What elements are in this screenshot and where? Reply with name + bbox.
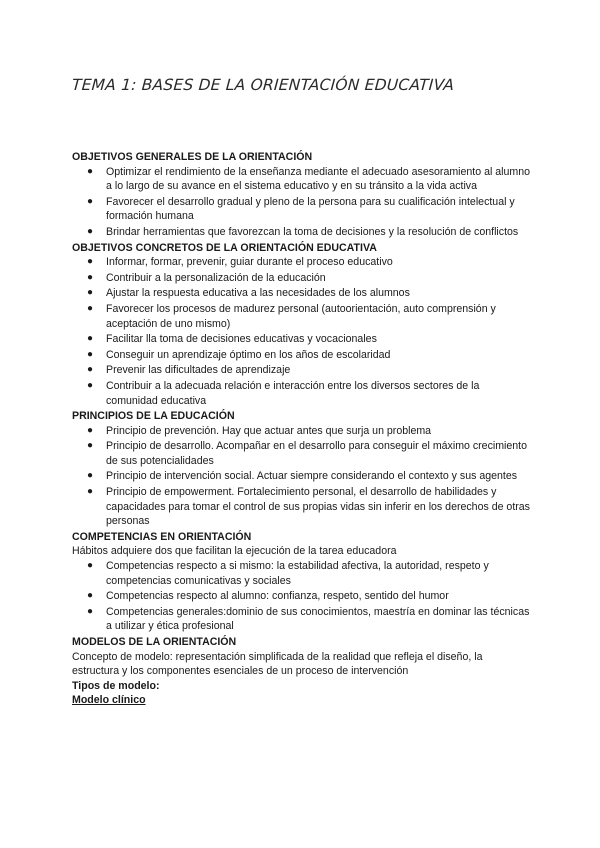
bullet-icon: ●	[87, 287, 94, 299]
bullet-icon: ●	[87, 364, 94, 376]
section-intro: Hábitos adquiere dos que facilitan la ejecución de la tarea educadora	[72, 545, 397, 558]
bullet-list	[72, 424, 532, 529]
modelo-clinico-heading: Modelo clínico	[72, 694, 146, 707]
list-item: ● Contribuir a la personalización de la educación	[87, 271, 326, 284]
bullet-icon: ●	[87, 440, 94, 452]
bullet-icon: ●	[87, 256, 94, 268]
document-title: TEMA 1: BASES DE LA ORIENTACIÓN EDUCATIVA	[71, 76, 455, 94]
bullet-list	[72, 165, 532, 240]
bullet-icon: ●	[87, 590, 94, 602]
bullet-icon: ●	[87, 348, 94, 360]
list-item: ● Competencias respecto al alumno: confianza, respeto, sentido del humor	[87, 590, 449, 603]
section-competencias	[72, 530, 532, 634]
bullet-icon: ●	[87, 302, 94, 314]
section-principios	[72, 409, 532, 529]
bullet-icon: ●	[87, 333, 94, 345]
list-item: ● Competencias respecto a si mismo: la estabilidad afectiva, la autoridad, respeto y competencias comunicativas y sociales	[87, 560, 489, 587]
bullet-icon: ●	[87, 271, 94, 283]
list-item: ● Conseguir un aprendizaje óptimo en los años de escolaridad	[87, 348, 391, 361]
bullet-icon: ●	[87, 379, 94, 391]
bullet-list	[72, 255, 532, 408]
list-item: ● Principio de intervención social. Actuar siempre considerando el contexto y sus agentes	[87, 470, 518, 483]
list-item: ● Ajustar la respuesta educativa a las necesidades de los alumnos	[87, 287, 410, 300]
bullet-icon: ●	[87, 165, 94, 177]
list-item: ● Competencias generales:dominio de sus conocimientos, maestría en dominar las técnicas a utilizar y ética profesional	[87, 605, 530, 633]
list-item: ● Principio de prevención. Hay que actuar antes que surja un problema	[87, 424, 432, 437]
bullet-icon: ●	[87, 424, 94, 436]
bullet-icon: ●	[87, 486, 94, 498]
bullet-icon: ●	[87, 560, 94, 572]
bullet-icon: ●	[87, 605, 94, 617]
section-heading: OBJETIVOS CONCRETOS DE LA ORIENTACIÓN EDUCATIVA	[72, 241, 377, 254]
list-item: ● Contribuir a la adecuada relación e interacción entre los diversos sectores de la comunidad educativa	[87, 379, 480, 407]
list-item: ● Optimizar el rendimiento de la enseñanza mediante el adecuado asesoramiento al alumno a lo largo de su avance en el sistema educativo y en su tránsito a la vida activa	[87, 165, 531, 193]
section-heading: OBJETIVOS GENERALES DE LA ORIENTACIÓN	[72, 151, 313, 163]
section-heading: PRINCIPIOS DE LA EDUCACIÓN	[72, 410, 235, 423]
section-intro: Concepto de modelo: representación simplificada de la realidad que refleja el diseño, la estructura y los componentes esenciales de un proceso de intervención	[72, 650, 483, 678]
bullet-icon: ●	[87, 195, 94, 207]
section-objetivos-generales	[72, 150, 532, 240]
list-item: ● Principio de desarrollo. Acompañar en el desarrollo para conseguir el máximo crecimiento de sus potencialidades	[87, 440, 528, 467]
list-item: ● Principio de empowerment. Fortalecimiento personal, el desarrollo de habilidades y capacidades para tomar el control de sus propias vidas sin inferir en los derechos de otras personas	[87, 486, 530, 528]
list-item: ● Favorecer el desarrollo gradual y pleno de la persona para su cualificación intelectual y formación humana	[87, 195, 515, 223]
section-modelos	[72, 635, 532, 708]
document-body	[72, 150, 532, 708]
tipos-de-modelo-label: Tipos de modelo:	[72, 679, 160, 692]
list-item: ● Favorecer los procesos de madurez personal (autoorientación, auto comprensión y aceptación de uno mismo)	[87, 302, 496, 330]
section-objetivos-concretos	[72, 241, 532, 409]
list-item: ● Prevenir las dificultades de aprendizaje	[87, 364, 291, 377]
section-heading: MODELOS DE LA ORIENTACIÓN	[72, 636, 237, 648]
bullet-icon: ●	[87, 225, 94, 237]
list-item: ● Informar, formar, prevenir, guiar durante el proceso educativo	[87, 256, 393, 269]
list-item: ● Brindar herramientas que favorezcan la toma de decisiones y la resolución de conflictos	[87, 225, 519, 238]
bullet-icon: ●	[87, 470, 94, 482]
bullet-list	[72, 559, 532, 634]
list-item: ● Facilitar lla toma de decisiones educativas y vocacionales	[87, 333, 377, 346]
section-heading: COMPETENCIAS EN ORIENTACIÓN	[72, 530, 252, 543]
